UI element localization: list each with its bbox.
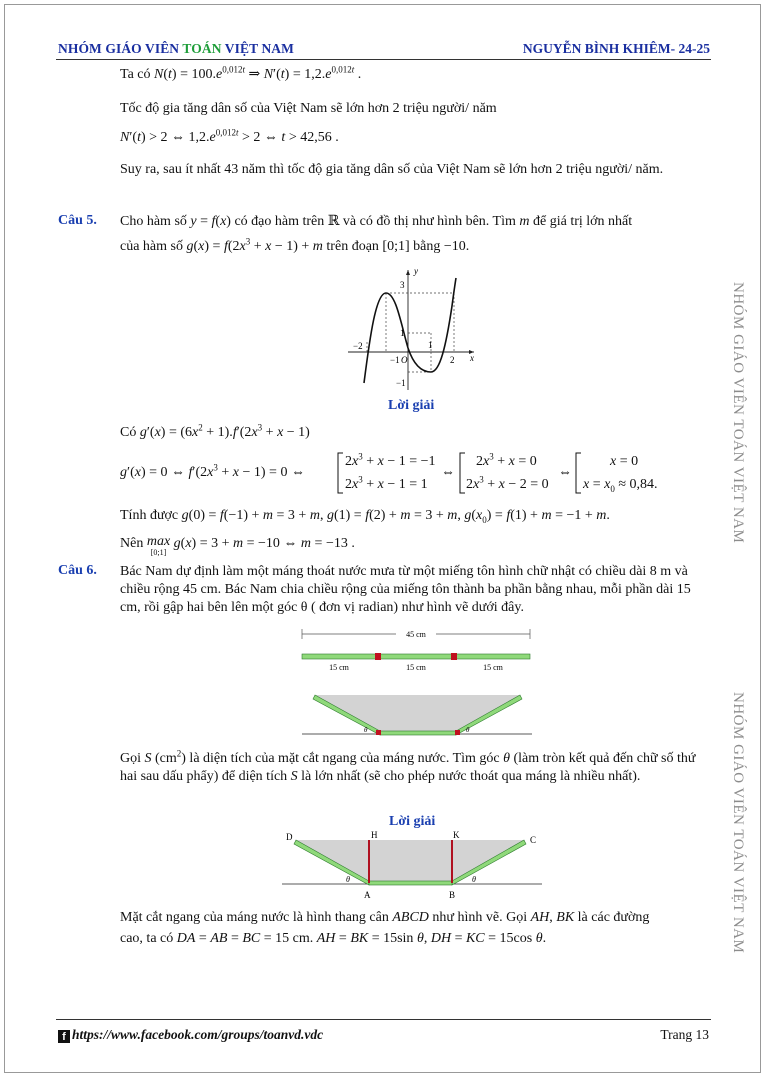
q6-sol-line2: cao, ta có DA = AB = BC = 15 cm. AH = BK = 15sin θ, DH = KC = 15cos θ. — [120, 931, 547, 946]
equiv-2: ⇔ — [558, 465, 572, 480]
graph-label-neg1x: −1 — [390, 355, 400, 365]
header-rule — [56, 59, 711, 60]
trap-theta-left: θ — [346, 875, 350, 884]
q6-folded-gutter-figure — [302, 690, 532, 738]
gutter-theta-right: θ — [466, 726, 470, 734]
pt-D: D — [286, 832, 293, 842]
q5-sys2-r2: $2x^3 + x - 2 = 0$ — [466, 474, 549, 492]
q5-sys3-r2: $x = x_0 \approx 0,84$. — [583, 477, 658, 494]
header-right: NGUYỄN BÌNH KHIÊM- 24-25 — [522, 41, 710, 56]
footer-rule — [56, 1019, 711, 1020]
q5-label: Câu 5. — [58, 213, 97, 228]
equiv-1: ⇔ — [441, 465, 455, 480]
bracket-3 — [574, 452, 582, 494]
q5-sol-line2a: g′(x) = 0 ⇔ $f'(2x^3 + x - 1) = 0$ ⇔ — [120, 462, 305, 480]
q6-sol-line1: Mặt cắt ngang của máng nước là hình thang cân ABCD như hình vẽ. Gọi AH, BK là các đường — [120, 910, 650, 925]
q6-solution-title: Lời giải — [389, 814, 436, 829]
footer-facebook-link[interactable]: f https://www.facebook.com/groups/toanvd.vdc — [58, 1027, 323, 1043]
flat-total-label: 45 cm — [406, 630, 426, 639]
trap-theta-right: θ — [472, 875, 476, 884]
gutter-theta-left: θ — [364, 726, 368, 734]
watermark-bottom: NHÓM GIÁO VIÊN TOÁN VIỆT NAM — [730, 692, 746, 954]
q5-sys1-r1: $2x^3 + x - 1 = -1$ — [345, 451, 436, 469]
q6-label: Câu 6. — [58, 563, 97, 578]
q6-stem: Bác Nam dự định làm một máng thoát nước mưa từ một miếng tôn hình chữ nhật có chiều dài 8 m và chiều rộng 45 cm. Bác Nam chia chiều rộng của miếng tôn thành ba phần bằng nhau, mỗi phần dài 15 cm, rồi gập hai bên lên một góc θ ( đơn vị radian) như hình vẽ dưới đây. — [120, 564, 691, 615]
q5-sol-line1: Có $g'(x) = (6x^2 + 1).f'(2x^3 + x - 1)$ — [120, 422, 310, 440]
graph-label-neg2: −2 — [353, 341, 363, 351]
q6-ask: Gọi S $(cm^2)$ là diện tích của mặt cắt ngang của máng nước. Tìm góc θ (làm tròn kết quả đến chữ số thứ hai sau dấu phẩy) để diện tích S là lớn nhất (sẽ cho phép nước thoát qua máng là nhiều nhất). — [120, 748, 696, 784]
flat-part3: 15 cm — [483, 663, 503, 672]
graph-label-x: x — [470, 353, 474, 363]
pt-H: H — [371, 830, 378, 840]
facebook-icon: f — [58, 1030, 70, 1043]
q5-stem1: Cho hàm số y = f(x) có đạo hàm trên ℝ và có đồ thị như hình bên. Tìm m để giá trị lớn nhất — [120, 214, 633, 229]
q5-sys3-r1: x = 0 — [610, 454, 639, 469]
graph-label-1x: 1 — [428, 340, 433, 350]
bracket-1 — [336, 452, 344, 494]
bracket-2 — [458, 452, 466, 494]
q5-sys1-r2: $2x^3 + x - 1 = 1$ — [345, 474, 428, 492]
q5-solution-title: Lời giải — [388, 398, 435, 413]
prev-line2: Tốc độ gia tăng dân số của Việt Nam sẽ lớn hơn 2 triệu người/ năm — [120, 101, 497, 116]
pt-C: C — [530, 835, 537, 845]
q5-sol-line3: Tính được g(0) = f(−1) + m = 3 + m, g(1) = f(2) + m = 3 + m, $g(x_0) = f(1) + m = -1 + m$. — [120, 508, 610, 525]
page-number: Trang 13 — [660, 1027, 709, 1042]
graph-label-3: 3 — [400, 280, 405, 290]
q6-trapezoid-figure — [282, 828, 542, 904]
graph-label-neg1y: −1 — [396, 378, 406, 388]
q6-flat-sheet-figure — [300, 626, 532, 676]
q5-stem2: của hàm số $g(x) = f(2x^3 + x - 1) + m$ trên đoạn [0;1] bằng −10. — [120, 236, 470, 254]
q5-function-graph — [344, 266, 484, 396]
graph-label-2x: 2 — [450, 355, 455, 365]
prev-line4: Suy ra, sau ít nhất 43 năm thì tốc độ gia tăng dân số của Việt Nam sẽ lớn hơn 2 triệu người/ năm. — [120, 162, 664, 177]
graph-label-1y: 1 — [400, 328, 405, 338]
flat-part2: 15 cm — [406, 663, 426, 672]
graph-label-y: y — [414, 266, 418, 276]
header-group-title: NHÓM GIÁO VIÊN TOÁN VIỆT NAM — [58, 41, 294, 56]
pt-B: B — [449, 890, 456, 900]
q5-sol-line4: Nên max [0;1] g(x) = 3 + m = −10 ⇔ m = −13 . — [120, 534, 355, 557]
pt-K: K — [453, 830, 460, 840]
flat-part1: 15 cm — [329, 663, 349, 672]
watermark-top: NHÓM GIÁO VIÊN TOÁN VIỆT NAM — [730, 282, 746, 544]
q5-sys2-r1: $2x^3 + x = 0$ — [476, 451, 537, 469]
prev-line1: Ta có $N(t) = 100.e^{0,012t}$ ⇒ $N'(t) = 1,2.e^{0,012t}$ . — [120, 64, 362, 82]
graph-label-origin: O — [401, 355, 408, 365]
pt-A: A — [364, 890, 371, 900]
prev-line3: N′(t) > 2 ⇔ $1,2.e^{0,012t} > 2$ ⇔ t > 42,56 . — [120, 127, 339, 145]
